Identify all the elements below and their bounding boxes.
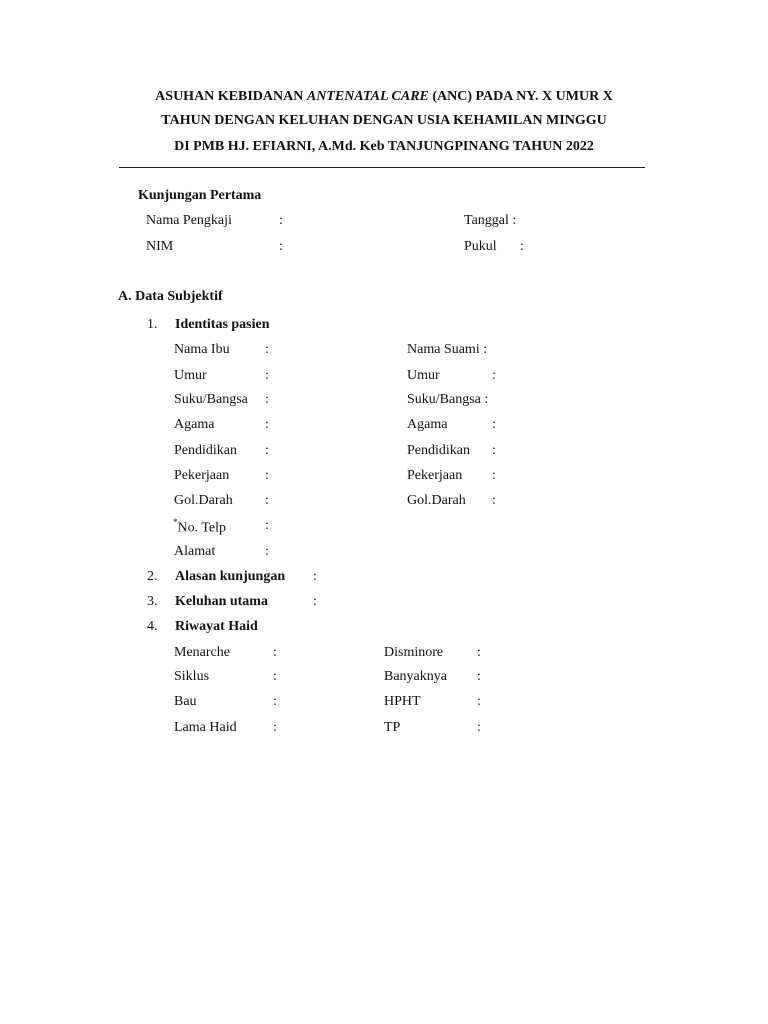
due-date-label: TP xyxy=(384,720,401,735)
document-title-line-1: ASUHAN KEBIDANAN ANTENATAL CARE (ANC) PADA NY. X UMUR X xyxy=(155,89,613,104)
field-colon: : xyxy=(265,468,269,483)
patient-phone-label: *No. Telp xyxy=(173,517,227,536)
header-divider xyxy=(119,167,645,168)
field-colon: : xyxy=(265,443,269,458)
field-colon: : xyxy=(265,544,269,559)
husband-ethnicity-label: Suku/Bangsa : xyxy=(407,392,489,407)
patient-occupation-label: Pekerjaan xyxy=(174,468,230,483)
amount-label: Banyaknya xyxy=(384,669,447,684)
field-colon: : xyxy=(265,417,269,432)
period-length-label: Lama Haid xyxy=(174,720,237,735)
nim-colon: : xyxy=(279,239,283,254)
field-colon: : xyxy=(477,669,481,684)
dysmenorrhea-label: Disminore xyxy=(384,645,444,660)
document-title-line-2: TAHUN DENGAN KELUHAN DENGAN USIA KEHAMILAN MINGGU xyxy=(161,113,607,128)
field-colon: : xyxy=(492,443,496,458)
section-a-heading: A. Data Subjektif xyxy=(118,289,223,304)
field-colon: : xyxy=(313,594,317,609)
field-colon: : xyxy=(273,720,277,735)
asterisk-mark: * xyxy=(173,517,178,527)
title-italic-term: ANTENATAL CARE xyxy=(306,89,429,104)
field-colon: : xyxy=(492,493,496,508)
menarche-label: Menarche xyxy=(174,645,230,660)
hpht-label: HPHT xyxy=(384,694,421,709)
field-colon: : xyxy=(265,518,269,533)
nim-label: NIM xyxy=(146,239,174,254)
husband-name-label: Nama Suami : xyxy=(407,342,488,357)
item2-title: Alasan kunjungan xyxy=(175,569,286,584)
date-label: Tanggal : xyxy=(464,213,517,228)
husband-occupation-label: Pekerjaan xyxy=(407,468,463,483)
patient-education-label: Pendidikan xyxy=(174,443,237,458)
husband-religion-label: Agama xyxy=(407,417,448,432)
odor-label: Bau xyxy=(174,694,197,709)
time-colon: : xyxy=(520,239,524,254)
field-colon: : xyxy=(492,468,496,483)
patient-age-label: Umur xyxy=(174,368,207,383)
item2-number: 2. xyxy=(147,569,158,584)
field-colon: : xyxy=(273,669,277,684)
item3-title: Keluhan utama xyxy=(175,594,268,609)
document-title-line-3: DI PMB HJ. EFIARNI, A.Md. Keb TANJUNGPINANG TAHUN 2022 xyxy=(174,139,594,154)
item3-number: 3. xyxy=(147,594,158,609)
examiner-colon: : xyxy=(279,213,283,228)
examiner-label: Nama Pengkaji xyxy=(146,213,232,228)
husband-education-label: Pendidikan xyxy=(407,443,470,458)
field-colon: : xyxy=(492,368,496,383)
item1-title: Identitas pasien xyxy=(175,317,270,332)
field-colon: : xyxy=(265,342,269,357)
patient-name-label: Nama Ibu xyxy=(174,342,230,357)
husband-blood-type-label: Gol.Darah xyxy=(407,493,466,508)
field-colon: : xyxy=(492,417,496,432)
patient-religion-label: Agama xyxy=(174,417,215,432)
patient-ethnicity-label: Suku/Bangsa xyxy=(174,392,248,407)
patient-address-label: Alamat xyxy=(174,544,216,559)
patient-blood-type-label: Gol.Darah xyxy=(174,493,233,508)
field-colon: : xyxy=(265,368,269,383)
visit-heading: Kunjungan Pertama xyxy=(138,188,262,203)
field-colon: : xyxy=(477,720,481,735)
field-colon: : xyxy=(273,645,277,660)
item1-number: 1. xyxy=(147,317,158,332)
field-colon: : xyxy=(477,694,481,709)
item4-number: 4. xyxy=(147,619,158,634)
field-colon: : xyxy=(265,392,269,407)
time-label: Pukul xyxy=(464,239,497,254)
field-colon: : xyxy=(313,569,317,584)
husband-age-label: Umur xyxy=(407,368,440,383)
field-colon: : xyxy=(265,493,269,508)
cycle-label: Siklus xyxy=(174,669,210,684)
item4-title: Riwayat Haid xyxy=(175,619,258,634)
field-colon: : xyxy=(273,694,277,709)
field-colon: : xyxy=(477,645,481,660)
